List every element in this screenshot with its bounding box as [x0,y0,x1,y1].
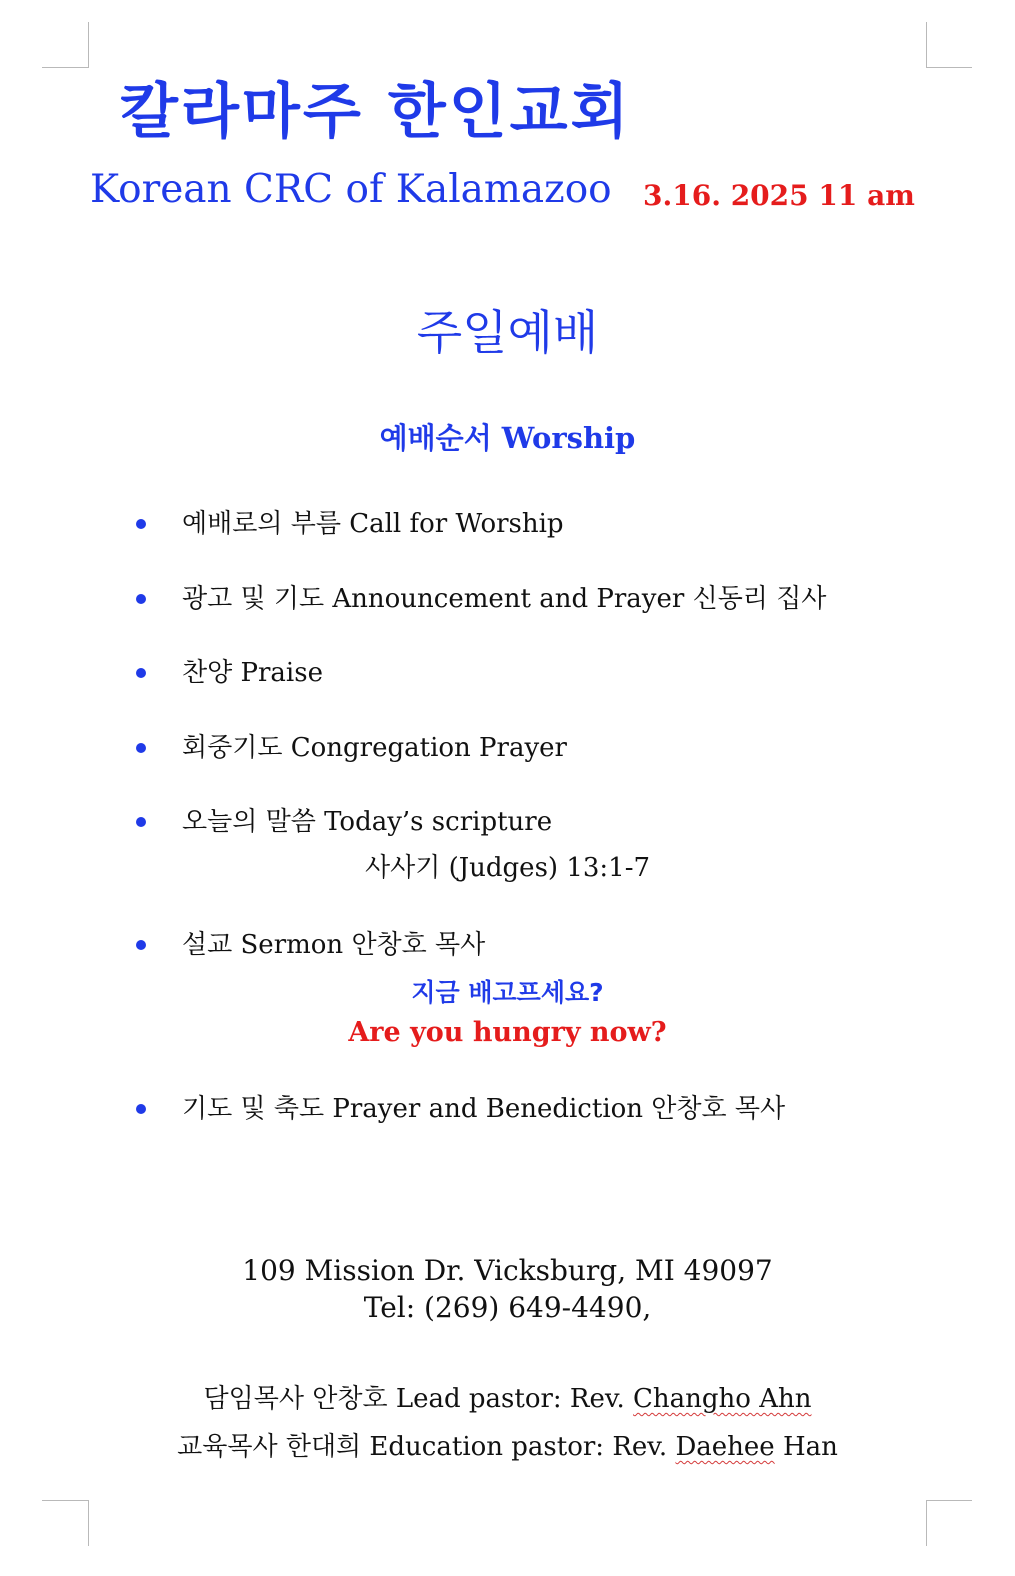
list-item-congregation-prayer [136,730,567,766]
item-label: 찬양 Praise [182,658,323,688]
service-title: 주일예배 [416,306,599,361]
sermon-title-english: Are you hungry now? [348,1017,667,1048]
education-pastor-first-name: Daehee [675,1432,775,1462]
crop-mark-bottom-left-v [88,1500,89,1546]
church-name-korean: 칼라마주 한인교회 [120,77,632,147]
list-item-sermon [136,927,485,963]
bullet-icon [136,743,146,753]
education-pastor-line [0,1434,1015,1460]
lead-pastor-prefix: 담임목사 안창호 Lead pastor: Rev. [203,1384,634,1414]
list-item-scripture [136,804,552,840]
crop-mark-top-left-h [42,67,88,68]
education-pastor-prefix: 교육목사 한대희 Education pastor: Rev. [177,1432,676,1462]
lead-pastor-name: Changho Ahn [633,1384,812,1414]
list-item-benediction [136,1091,785,1127]
education-pastor-last-name: Han [774,1432,838,1462]
church-name-english: Korean CRC of Kalamazoo [90,167,612,212]
item-label: 기도 및 축도 Prayer and Benediction 안창호 목사 [182,1094,786,1124]
crop-mark-bottom-right-h [926,1500,972,1501]
sermon-title-korean: 지금 배고프세요? [411,978,604,1007]
scripture-reference: 사사기 (Judges) 13:1-7 [364,853,651,883]
bullet-icon [136,668,146,678]
list-item-announcement [136,581,826,617]
crop-mark-bottom-left-h [42,1500,88,1501]
item-label: 회중기도 Congregation Prayer [182,733,567,763]
item-label: 오늘의 말씀 Today’s scripture [182,807,553,837]
bullet-icon [136,817,146,827]
item-label: 예배로의 부름 Call for Worship [182,509,564,539]
crop-mark-top-right-v [926,22,927,68]
item-label: 설교 Sermon 안창호 목사 [182,930,486,960]
crop-mark-top-right-h [926,67,972,68]
list-item-praise [136,655,323,691]
service-date-time: 3.16. 2025 11 am [643,179,915,212]
list-item-call-for-worship [136,506,564,542]
bullet-icon [136,594,146,604]
church-address: 109 Mission Dr. Vicksburg, MI 49097 [242,1254,773,1287]
lead-pastor-line [0,1386,1015,1412]
bullet-icon [136,1104,146,1114]
bullet-icon [136,519,146,529]
bullet-icon [136,940,146,950]
crop-mark-bottom-right-v [926,1500,927,1546]
order-of-worship-heading: 예배순서 Worship [379,421,636,455]
church-phone: Tel: (269) 649-4490, [363,1291,652,1324]
crop-mark-top-left-v [88,22,89,68]
item-label: 광고 및 기도 Announcement and Prayer 신동리 집사 [182,584,827,614]
